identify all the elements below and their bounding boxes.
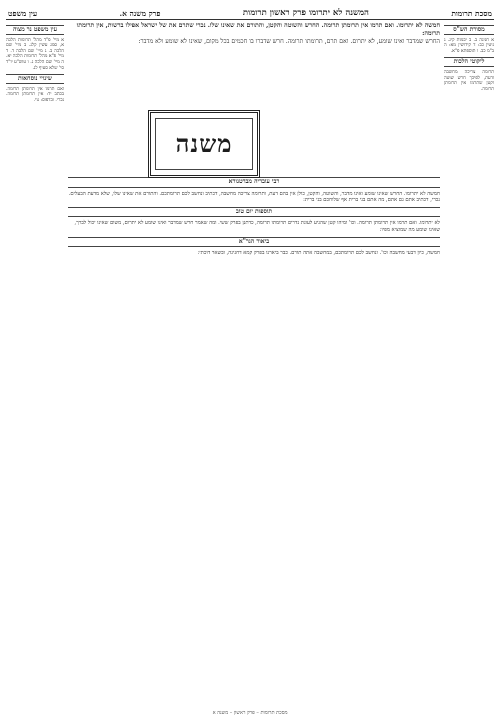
- left-col-subtext: ואם תרמו אין תרומתן תרומה. בכתב יד: אין תרומתן תרומה. נכרי. ובדפוס: גוי.: [6, 86, 64, 103]
- commentary-bartenura-text: חמשה לא יתרומו. החרש שאינו שומע ואינו מדבר, והשוטה, והקטן, כולן אין בהם דעת, ותרומה צריכה מחשבה, דכתיב ונחשב לכם תרומתכם. והתורם את שאינו שלו, שלא מדעת הבעלים. נכרי, דכתיב אתם גם אתם, מה אתם בני ברית אף שלוחכם בני ברית:: [68, 190, 440, 204]
- header-left-label: עין משפט: [8, 9, 38, 18]
- right-col-subtext: תרומה צריכה מחשבה ודעת, לפיכך חרש שוטה וקטן שתרמו אין תרומתן תרומה.: [444, 69, 494, 92]
- header-page-marker: פרק משנה א.: [119, 9, 161, 18]
- right-col-subtitle: ליקוטי הלכות: [444, 57, 494, 67]
- right-margin-column: [444, 22, 494, 712]
- mishna-title-box: [148, 110, 260, 178]
- commentary-heading-bartenura: רבי עובדיה מברטנורא: [68, 177, 440, 188]
- commentary-heading-tosafot: תוספות יום טוב: [68, 207, 440, 218]
- left-col-title: עין משפט נר מצוה: [6, 25, 64, 35]
- commentary-gra-text: חמשה, כיון דבעי מחשבה וכו'. ונחשב לכם תרומתכם, במחשבה אתה תורם. כבר ביארנו בפרק קמא דחגיגה, ובשאר דוכתי:: [197, 250, 440, 257]
- right-col-title: מסורת הש"ס: [444, 25, 494, 35]
- commentary-heading-gra: ביאור הגר"א: [68, 237, 440, 248]
- page-header: [6, 5, 494, 20]
- mishna-title: משנה: [155, 118, 253, 170]
- header-center-title: המשנה לא יתרומו פרק ראשון תרומות: [242, 8, 369, 18]
- left-margin-column: [6, 22, 64, 712]
- right-col-text: א חגיגה ב. ב יבמות קיג. ג גיטין כב: ד קידושין מא: ה ב"מ כב. ו תוספתא פ"א.: [444, 37, 494, 54]
- page-footer: מסכת תרומות – פרק ראשון – משנה א: [212, 710, 288, 716]
- header-right-label: מסכת תרומות: [451, 9, 492, 18]
- mishna-text-2: החרש שמדבר ואינו שומע, לא יתרום. ואם תרם, תרומתו תרומה. חרש שדברו בו חכמים בכל מקום, שאינו לא שומע ולא מדבר:: [138, 38, 440, 45]
- mishna-text: חמשה לא יתרומו. ואם תרמו אין תרומתן תרומה. החרש והשוטה והקטן, והתורם את שאינו שלו. נכרי שתרם את של ישראל אפילו ברשות, אין תרומתו תרומה:: [76, 22, 440, 37]
- commentary-tosafot-text: לא יתרומו. ואם תרמו אין תרומתן תרומה. וכו' ומיהו קטן שהגיע לעונת נדרים תרומתו תרומה, כדתנן בפרק ששי. ומה שאמר חרש שמדבר ואינו שומע לא יתרום, משום שאינו יכול לברך, שאינו שומע מה שמוציא מפיו:: [74, 220, 440, 233]
- left-col-subtitle: שינויי נוסחאות: [6, 74, 64, 84]
- left-col-text: א מיי' פ"ד מהל' תרומות הלכה א, סמג עשין קלג. ב מיי' שם הלכה ב. ג מיי' שם הלכה ד. ד מיי' פ"א מהל' תרומות הלכה יא. ה מיי' שם הלכה ג. ו טוש"ע יו"ד סי' שלא סעיף לג.: [6, 37, 64, 71]
